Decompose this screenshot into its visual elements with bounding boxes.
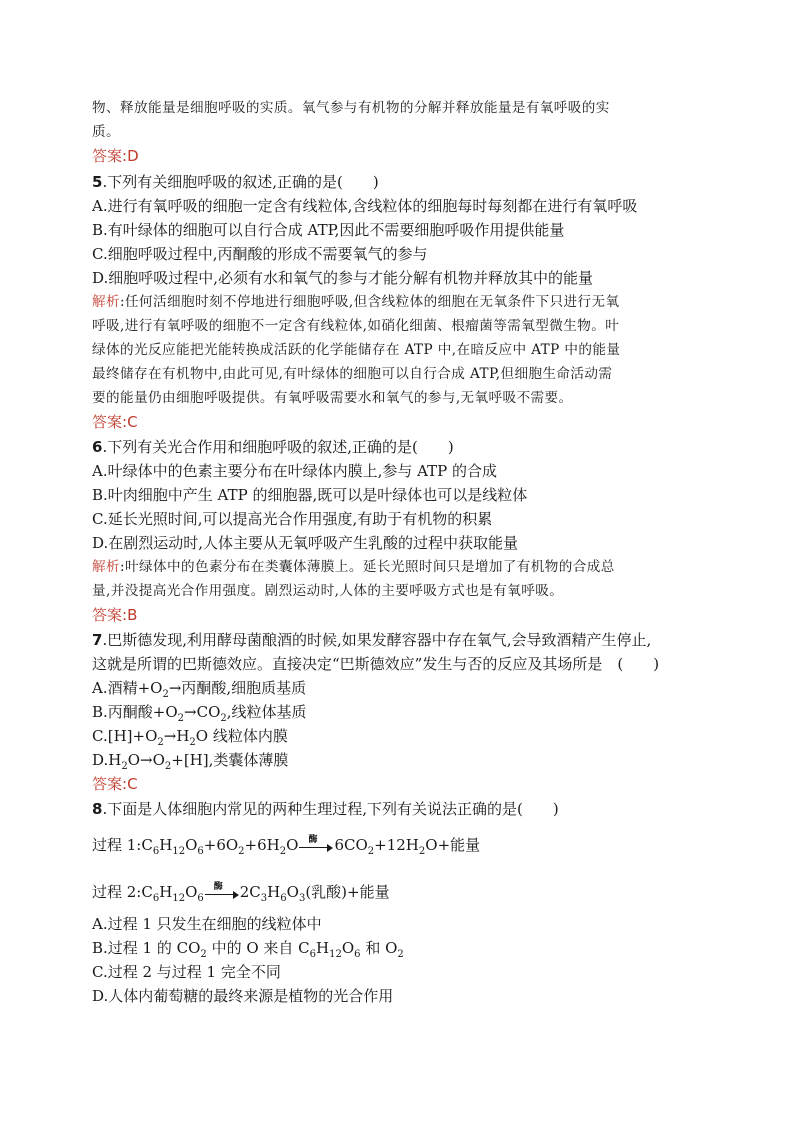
question-text: .巴斯德发现,利用酵母菌酿酒的时候,如果发酵容器中存在氧气,会导致酒精产生停止, xyxy=(102,631,652,649)
q8-option-a: A.过程 1 只发生在细胞的线粒体中 xyxy=(92,915,322,933)
question-number: 6 xyxy=(92,438,103,456)
q7-option-d: $D.H_2O\to O_2+[H]$,类囊体薄膜 xyxy=(92,751,289,772)
q8-process-1-equation: 过程 $1:C_6H_{12}O_6+6O_2+6H_2O$ 酶 $6CO_2+12H_2O+$能量 xyxy=(92,835,480,862)
q6-stem xyxy=(92,437,454,457)
q7-stem-line-2: 这就是所谓的巴斯德效应。直接决定“巴斯德效应”发生与否的反应及其场所是 ( ) xyxy=(92,655,660,673)
q6-answer xyxy=(92,605,137,625)
answer-value: :C xyxy=(122,775,138,793)
answer-value: :D xyxy=(122,147,139,165)
answer-value: :B xyxy=(122,606,138,624)
q7-option-b: B.丙酮酸$+O_2\to CO_2$,线粒体基质 xyxy=(92,703,307,724)
explanation-text: :叶绿体中的色素分布在类囊体薄膜上。延长光照时间只是增加了有机物的合成总 xyxy=(120,559,615,575)
process-2-label: 过程 2: xyxy=(92,883,142,901)
q7-stem-line-1 xyxy=(92,630,651,650)
answer-label: 答案 xyxy=(92,775,123,793)
q5-answer xyxy=(92,412,138,432)
question-number: 7 xyxy=(92,631,103,649)
q7-answer xyxy=(92,774,138,794)
q5-option-a: A.进行有氧呼吸的细胞一定含有线粒体,含线粒体的细胞每时每刻都在进行有氧呼吸 xyxy=(92,197,638,215)
q7-option-a: A.酒精$+O_2\to$丙酮酸,细胞质基质 xyxy=(92,679,307,700)
question-text: .下列有关光合作用和细胞呼吸的叙述,正确的是( ) xyxy=(102,438,454,456)
enzyme-arrow-icon xyxy=(299,835,333,852)
q8-option-b: B.过程 1 的 $CO_2$ 中的 O 来自 $C_6H_{12}O_6$ 和 $O_2$ xyxy=(92,939,404,960)
q5-explanation-line-1 xyxy=(92,292,619,312)
q7-option-c: $C.[H]+O_2\to H_2O$ 线粒体内膜 xyxy=(92,727,288,748)
answer-value: :C xyxy=(122,413,138,431)
answer-label: 答案 xyxy=(92,606,123,624)
q5-explanation-line-2: 呼吸,进行有氧呼吸的细胞不一定含有线粒体,如硝化细菌、根瘤菌等需氧型微生物。叶 xyxy=(92,318,620,334)
q6-option-c: C.延长光照时间,可以提高光合作用强度,有助于有机物的积累 xyxy=(92,510,493,528)
q5-option-c: C.细胞呼吸过程中,丙酮酸的形成不需要氧气的参与 xyxy=(92,245,428,263)
process-1-label: 过程 1: xyxy=(92,836,142,854)
enzyme-arrow-icon xyxy=(205,882,239,899)
q5-option-d: D.细胞呼吸过程中,必须有水和氧气的参与才能分解有机物并释放其中的能量 xyxy=(92,269,594,287)
question-text: .下列有关细胞呼吸的叙述,正确的是( ) xyxy=(102,173,379,191)
q6-option-b: B.叶肉细胞中产生 ATP 的细胞器,既可以是叶绿体也可以是线粒体 xyxy=(92,486,528,504)
q5-explanation-line-3: 绿体的光反应能把光能转换成活跃的化学能储存在 ATP 中,在暗反应中 ATP 中的能量 xyxy=(92,342,621,358)
explanation-text: :任何活细胞时刻不停地进行细胞呼吸,但含线粒体的细胞在无氧条件下只进行无氧 xyxy=(120,294,620,310)
q8-option-d: D.人体内葡萄糖的最终来源是植物的光合作用 xyxy=(92,987,394,1005)
prev-explanation-line-1: 物、释放能量是细胞呼吸的实质。氧气参与有机物的分解并释放能量是有氧呼吸的实 xyxy=(92,100,610,116)
q4-answer xyxy=(92,146,139,166)
question-number: 5 xyxy=(92,173,103,191)
explanation-label: 解析 xyxy=(92,559,120,575)
q8-stem xyxy=(92,799,559,819)
q8-option-c: C.过程 2 与过程 1 完全不同 xyxy=(92,963,281,981)
answer-label: 答案 xyxy=(92,413,123,431)
q5-stem xyxy=(92,172,379,192)
answer-label: 答案 xyxy=(92,147,123,165)
question-number: 8 xyxy=(92,800,103,818)
enzyme-label: 酶 xyxy=(308,835,318,845)
q5-explanation-line-5: 要的能量仍由细胞呼吸提供。有氧呼吸需要水和氧气的参与,无氧呼吸不需要。 xyxy=(92,390,573,406)
prev-explanation-line-2: 质。 xyxy=(92,124,120,140)
q6-explanation-line-1 xyxy=(92,557,615,577)
q5-option-b: B.有叶绿体的细胞可以自行合成 ATP,因此不需要细胞呼吸作用提供能量 xyxy=(92,221,565,239)
explanation-label: 解析 xyxy=(92,294,120,310)
q6-option-a: A.叶绿体中的色素主要分布在叶绿体内膜上,参与 ATP 的合成 xyxy=(92,462,498,480)
q8-process-2-equation: 过程 $2:C_6H_{12}O_6$ 酶 $2C_3H_6O_3$(乳酸)+能量 xyxy=(92,882,390,909)
question-text: .下面是人体细胞内常见的两种生理过程,下列有关说法正确的是( ) xyxy=(102,800,559,818)
q6-option-d: D.在剧烈运动时,人体主要从无氧呼吸产生乳酸的过程中获取能量 xyxy=(92,534,519,552)
q6-explanation-line-2: 量,并没提高光合作用强度。剧烈运动时,人体的主要呼吸方式也是有氧呼吸。 xyxy=(92,583,564,599)
enzyme-label: 酶 xyxy=(213,882,223,892)
q5-explanation-line-4: 最终储存在有机物中,由此可见,有叶绿体的细胞可以自行合成 ATP,但细胞生命活动需 xyxy=(92,366,613,382)
